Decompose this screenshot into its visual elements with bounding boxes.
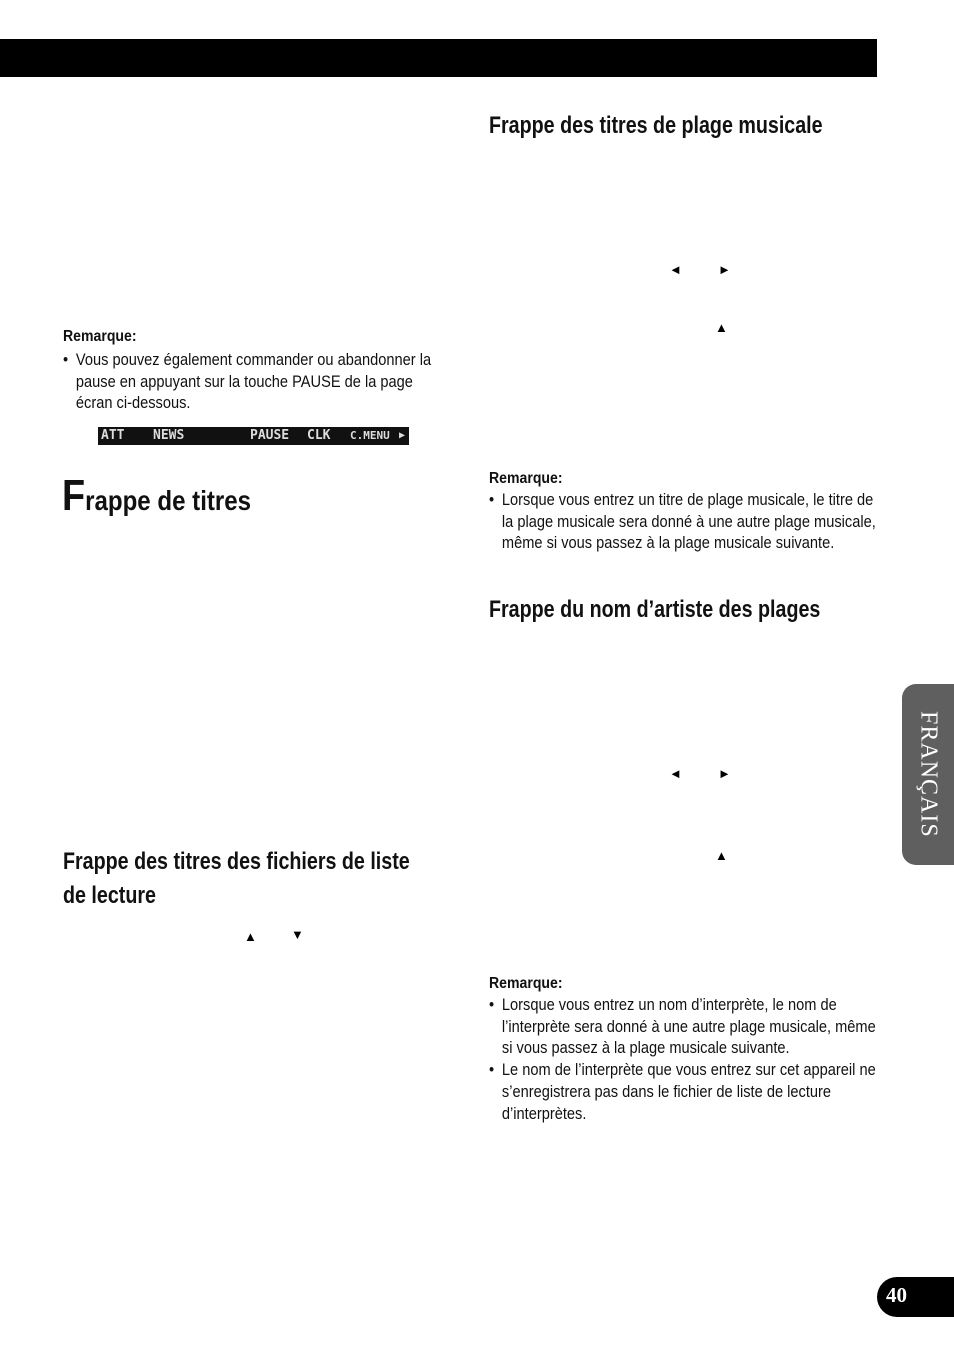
remark-bullet: • Lorsque vous entrez un nom d’interprète, le nom de l’interprète sera donné à une autre plage musicale, même si vous passez à la plage musicale suivante. [489, 994, 876, 1059]
display-pause: PAUSE [250, 428, 290, 443]
header-bar [0, 39, 877, 77]
display-news: NEWS [153, 428, 185, 443]
remark-bullet: • Lorsque vous entrez un titre de plage musicale, le titre de la plage musicale sera donné à une autre plage musicale, même si vous passez à la plage musicale suivante. [489, 489, 876, 554]
title-initial: F [62, 471, 86, 520]
display-panel [98, 427, 409, 445]
display-clk: CLK [307, 428, 331, 443]
section-heading-playlist: Frappe des titres des fichiers de liste de lecture [63, 848, 410, 909]
arrow-left-icon: ◄ [669, 262, 682, 277]
display-att: ATT [101, 428, 125, 443]
page-title [62, 471, 251, 521]
arrow-left-icon: ◄ [669, 766, 682, 781]
section-heading-artist: Frappe du nom d’artiste des plages [489, 596, 821, 623]
remark-title: Remarque: [63, 328, 137, 345]
arrow-up-icon: ▲ [715, 848, 728, 863]
section-heading-track: Frappe des titres de plage musicale [489, 112, 823, 139]
remark-body [63, 349, 450, 414]
language-label: FRANÇAIS [915, 711, 942, 838]
display-arrow-right-icon: ▶ [399, 430, 406, 441]
arrow-right-icon: ► [718, 262, 731, 277]
remark-body [489, 994, 876, 1124]
remark-bullet: • Vous pouvez également commander ou abandonner la pause en appuyant sur la touche PAUSE de la page écran ci-dessous. [63, 349, 450, 414]
remark-bullet: • Le nom de l’interprète que vous entrez sur cet appareil ne s’enregistrera pas dans le fichier de liste de lecture d’interprètes. [489, 1059, 876, 1124]
arrow-down-icon: ▼ [291, 927, 304, 942]
page-number: 40 [886, 1283, 907, 1307]
remark-title: Remarque: [489, 470, 563, 487]
arrow-up-icon: ▲ [715, 320, 728, 335]
remark-body [489, 489, 876, 554]
remark-title: Remarque: [489, 975, 563, 992]
page-number-badge [877, 1277, 954, 1317]
language-tab [902, 684, 954, 865]
arrow-up-icon: ▲ [244, 929, 257, 944]
title-rest: rappe de titres [85, 485, 252, 516]
display-cmenu: C.MENU [350, 429, 390, 442]
arrow-right-icon: ► [718, 766, 731, 781]
